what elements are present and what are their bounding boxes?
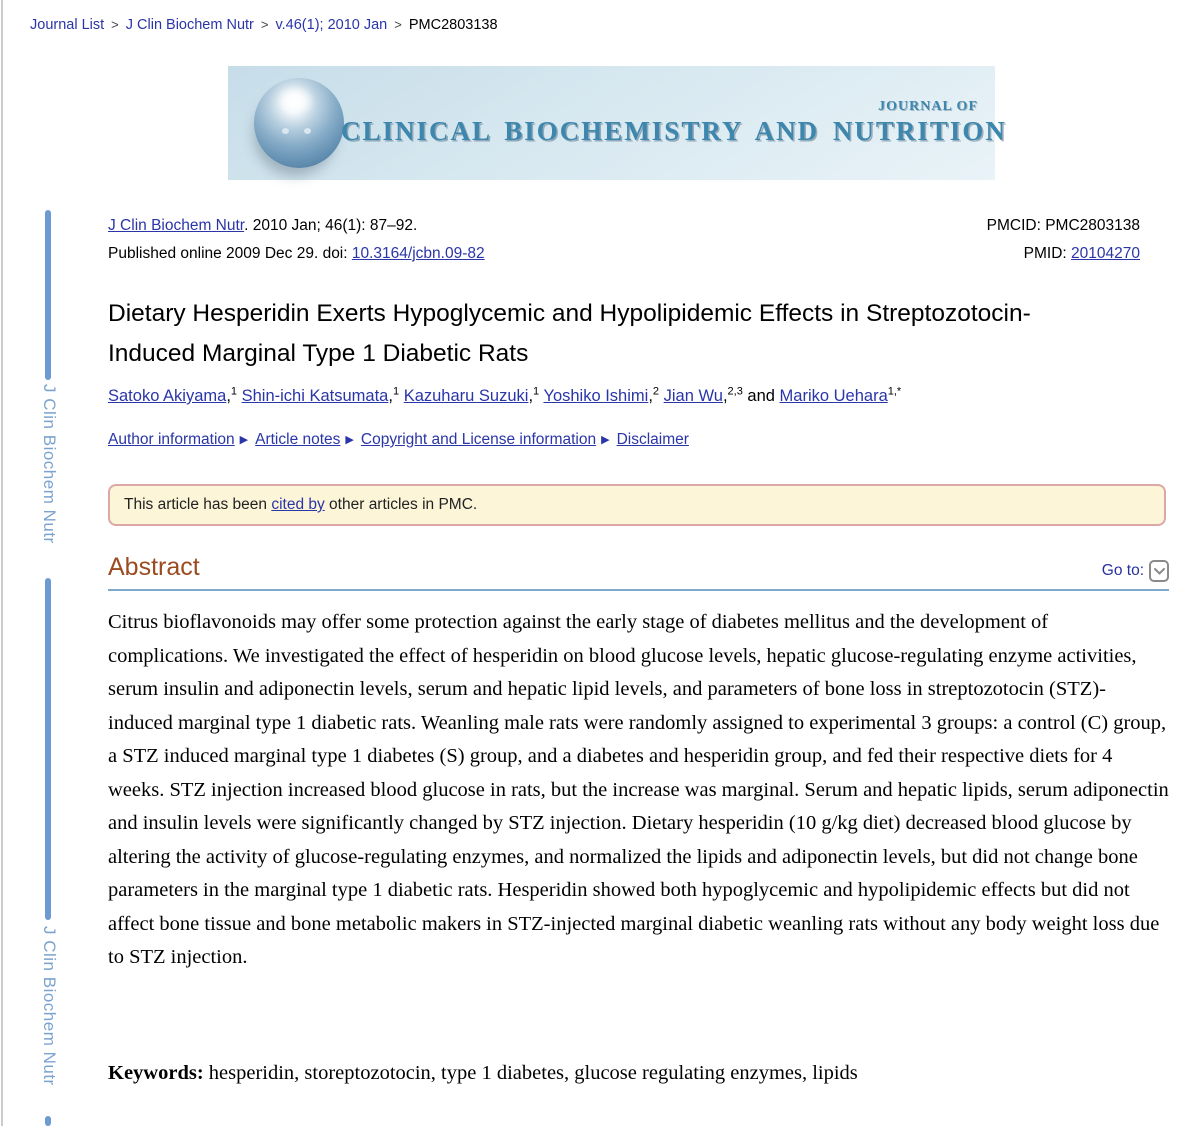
journal-banner[interactable] <box>228 66 1007 180</box>
goto-label[interactable]: Go to: <box>1101 562 1144 579</box>
author-separator: , <box>722 387 728 405</box>
breadcrumb-separator: > <box>260 17 269 32</box>
article-notes-link[interactable]: Article notes <box>255 431 341 448</box>
chevron-down-icon[interactable] <box>1149 560 1169 582</box>
author-tail: and <box>742 387 780 405</box>
author-separator: , <box>648 387 653 405</box>
pmid-label: PMID: <box>1023 245 1072 262</box>
article-meta-links <box>108 431 689 449</box>
article-ids <box>987 212 1140 268</box>
sidebar-accent-bar <box>45 210 51 380</box>
citation-line <box>108 212 485 240</box>
breadcrumb-current-pmcid: PMC2803138 <box>408 17 498 33</box>
authors-line <box>108 387 1168 406</box>
goto-dropdown[interactable] <box>1102 560 1169 582</box>
citation-block <box>108 212 485 268</box>
cited-by-link[interactable]: cited by <box>271 496 325 513</box>
pmid-link[interactable]: 20104270 <box>1071 245 1140 262</box>
cited-by-text-pre: This article has been <box>124 496 272 513</box>
author-information-link[interactable]: Author information <box>108 431 235 448</box>
pmcid-row <box>987 212 1140 240</box>
journal-abbrev-link[interactable]: J Clin Biochem Nutr <box>108 217 245 234</box>
expand-arrow-icon: ▶ <box>345 434 354 446</box>
citation-issue: . 2010 Jan; 46(1): 87–92. <box>244 217 418 234</box>
cited-by-box <box>108 484 1166 526</box>
copyright-license-link[interactable]: Copyright and License information <box>360 431 597 448</box>
sidebar-journal-name: J Clin Biochem Nutr <box>40 926 59 1086</box>
pmcid-value: PMC2803138 <box>1045 217 1140 234</box>
author-affiliation-sup: 1 <box>533 385 540 398</box>
breadcrumb <box>30 17 498 33</box>
author-link[interactable]: Shin-ichi Katsumata <box>241 387 389 405</box>
author-affiliation-sup: 2 <box>652 385 660 398</box>
disclaimer-link[interactable]: Disclaimer <box>616 431 689 448</box>
sidebar-accent-bar <box>45 1116 51 1126</box>
author-link[interactable]: Jian Wu <box>663 387 723 405</box>
breadcrumb-link-issue[interactable]: v.46(1); 2010 Jan <box>275 17 388 33</box>
author-affiliation-sup: 1 <box>392 385 400 398</box>
author-separator: , <box>528 387 534 405</box>
keywords-text: hesperidin, storeptozotocin, type 1 diabetes, glucose regulating enzymes, lipids <box>208 1062 858 1084</box>
journal-logo-sphere-icon <box>254 78 344 168</box>
pmcid-label: PMCID: <box>986 217 1046 234</box>
published-line <box>108 240 485 268</box>
abstract-heading: Abstract <box>108 553 200 581</box>
author-link[interactable]: Yoshiko Ishimi <box>543 387 649 405</box>
author-affiliation-sup: 1 <box>230 385 238 398</box>
author-separator: , <box>226 387 231 405</box>
breadcrumb-link-journal[interactable]: J Clin Biochem Nutr <box>125 17 254 33</box>
published-text: Published online 2009 Dec 29. doi: <box>108 245 352 262</box>
sidebar-journal-name: J Clin Biochem Nutr <box>40 384 59 544</box>
keywords-line <box>108 1062 1170 1085</box>
window-edge <box>1 0 3 1126</box>
author-link[interactable]: Satoko Akiyama <box>108 387 227 405</box>
breadcrumb-separator: > <box>111 17 119 32</box>
breadcrumb-link-journal-list[interactable]: Journal List <box>30 17 105 33</box>
cited-by-text-post: other articles in PMC. <box>324 496 478 513</box>
expand-arrow-icon: ▶ <box>601 434 610 446</box>
author-affiliation-sup: 2,3 <box>727 385 743 398</box>
abstract-text: Citrus bioflavonoids may offer some protection against the early stage of diabetes mellitus and the development of complications. We investigated the effect of hesperidin on blood glucose levels, hepatic glucose-regulating enzyme activities, serum insulin and adiponectin levels, serum and hepatic lipid levels, and parameters of bone loss in streptozotocin (STZ)-induced marginal type 1 diabetic rats. Weanling male rats were randomly assigned to experimental 3 groups: a control (C) group, a STZ induced marginal type 1 diabetes (S) group, and a diabetes and hesperidin group, and fed their respective diets for 4 weeks. STZ injection increased blood glucose in rats, but the increase was marginal. Serum and hepatic lipids, serum adiponectin and insulin levels were significantly changed by STZ injection. Dietary hesperidin (10 g/kg diet) decreased blood glucose by altering the activity of glucose-regulating enzymes, and normalized the lipids and adiponectin levels, but did not change bone parameters in the marginal type 1 diabetic rats. Hesperidin showed both hypoglycemic and hypolipidemic effects but did not affect bone tissue and bone metabolic makers in STZ-injected marginal diabetic weanling rats without any body weight loss due to STZ injection. <box>108 611 1169 968</box>
keywords-label: Keywords: <box>108 1062 209 1084</box>
banner-pretitle: JOURNAL OF <box>878 99 978 114</box>
sidebar-accent-bar <box>45 578 51 920</box>
article-title: Dietary Hesperidin Exerts Hypoglycemic and Hypolipidemic Effects in Streptozotocin-Induced Marginal Type 1 Diabetic Rats <box>108 300 1031 367</box>
abstract-heading-row <box>108 553 1169 591</box>
breadcrumb-separator: > <box>394 17 402 32</box>
doi-link[interactable]: 10.3164/jcbn.09-82 <box>351 245 485 262</box>
author-link[interactable]: Mariko Uehara <box>779 387 888 405</box>
pmid-row <box>987 240 1140 268</box>
author-affiliation-sup: 1,* <box>887 385 902 398</box>
banner-title: CLINICAL BIOCHEMISTRY AND NUTRITION <box>341 116 1007 146</box>
author-separator: , <box>388 387 393 405</box>
expand-arrow-icon: ▶ <box>239 434 249 446</box>
author-link[interactable]: Kazuharu Suzuki <box>403 387 529 405</box>
